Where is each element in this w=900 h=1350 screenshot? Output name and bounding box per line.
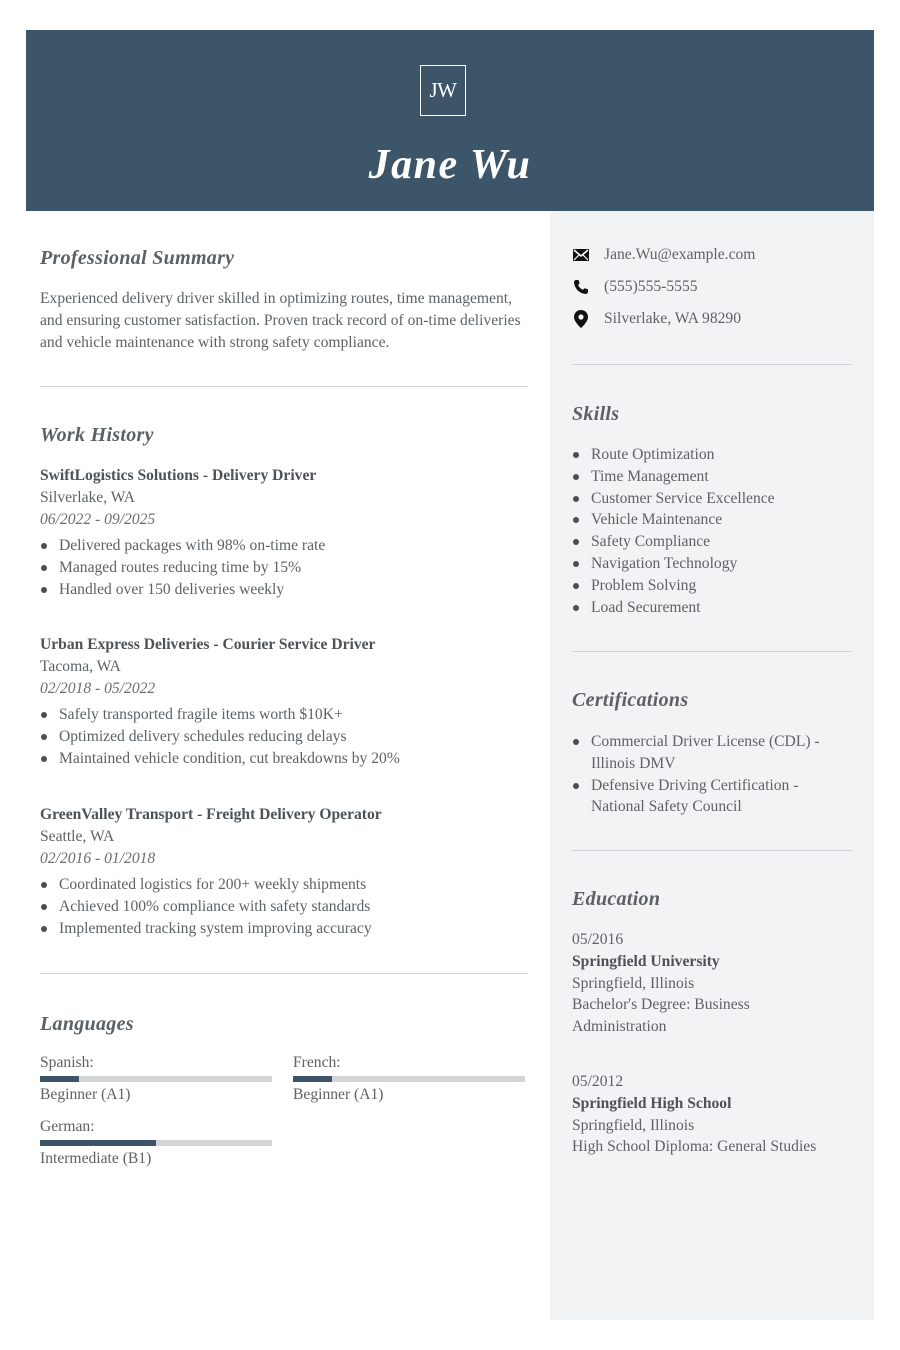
skill-item: Safety Compliance <box>572 531 842 553</box>
languages-heading: Languages <box>40 1013 134 1035</box>
skill-item: Time Management <box>572 466 842 488</box>
candidate-name: Jane Wu <box>368 142 532 188</box>
school-location: Springfield, Illinois <box>572 974 695 992</box>
job-location: Tacoma, WA <box>40 657 121 675</box>
skill-item: Load Securement <box>572 597 842 619</box>
contact-address <box>572 308 741 330</box>
education-date: 05/2012 <box>572 1073 624 1090</box>
language-name: German: <box>40 1118 95 1135</box>
contact-email <box>572 244 755 266</box>
address-text: Silverlake, WA 98290 <box>604 310 742 327</box>
school-name: Springfield University <box>572 952 720 970</box>
language-proficiency-fill <box>293 1076 332 1082</box>
section-divider <box>40 386 528 387</box>
language-proficiency-fill <box>40 1140 156 1146</box>
email-text: Jane.Wu@example.com <box>604 246 756 263</box>
job-bullet: Handled over 150 deliveries weekly <box>40 579 540 601</box>
job-bullet: Managed routes reducing time by 15% <box>40 557 540 579</box>
job-entry <box>40 634 540 770</box>
certification-item: Defensive Driving Certification - National Safety Council <box>572 775 822 819</box>
degree: Bachelor's Degree: Business Administration <box>572 996 750 1036</box>
job-dates: 02/2018 - 05/2022 <box>40 679 156 697</box>
summary-text: Experienced delivery driver skilled in optimizing routes, time management, and ensuring customer satisfaction. Proven track record of on-time deliveries and vehicle maintenance with strong safety compliance. <box>40 290 521 351</box>
language-proficiency-bar <box>40 1076 272 1082</box>
section-divider <box>40 973 528 974</box>
skill-item: Navigation Technology <box>572 553 842 575</box>
degree: High School Diploma: General Studies <box>572 1138 817 1156</box>
job-bullet: Achieved 100% compliance with safety standards <box>40 896 540 918</box>
school-location: Springfield, Illinois <box>572 1116 695 1134</box>
job-location: Seattle, WA <box>40 827 115 845</box>
phone-text: (555)555-5555 <box>604 278 698 295</box>
certification-item: Commercial Driver License (CDL) - Illinois DMV <box>572 731 822 775</box>
language-level: Beginner (A1) <box>40 1086 131 1103</box>
job-dates: 02/2016 - 01/2018 <box>40 849 156 867</box>
map-pin-icon <box>572 310 590 328</box>
job-entry <box>40 465 540 601</box>
language-entry <box>293 1052 525 1105</box>
education-entry <box>572 929 842 1038</box>
job-location: Silverlake, WA <box>40 488 135 506</box>
skills-heading: Skills <box>572 403 620 425</box>
job-bullet: Coordinated logistics for 200+ weekly shipments <box>40 874 540 896</box>
section-divider <box>572 850 852 851</box>
job-title: SwiftLogistics Solutions - Delivery Driver <box>40 467 317 484</box>
job-bullet: Safely transported fragile items worth $10K+ <box>40 704 540 726</box>
language-entry <box>40 1116 272 1169</box>
school-name: Springfield High School <box>572 1094 732 1112</box>
language-name: French: <box>293 1054 341 1071</box>
job-bullet: Delivered packages with 98% on-time rate <box>40 535 540 557</box>
resume-page <box>26 30 874 1320</box>
job-bullet: Implemented tracking system improving accuracy <box>40 918 540 940</box>
job-title: Urban Express Deliveries - Courier Service Driver <box>40 636 376 653</box>
job-bullet: Maintained vehicle condition, cut breakdowns by 20% <box>40 748 540 770</box>
education-heading: Education <box>572 888 661 910</box>
skill-item: Customer Service Excellence <box>572 488 842 510</box>
summary-heading: Professional Summary <box>40 247 235 269</box>
resume-header <box>26 30 874 211</box>
certifications-heading: Certifications <box>572 689 689 711</box>
job-entry <box>40 804 540 940</box>
job-title: GreenValley Transport - Freight Delivery Operator <box>40 806 382 823</box>
certifications-list <box>572 731 822 818</box>
job-bullets <box>40 874 540 939</box>
section-divider <box>572 364 852 365</box>
monogram-logo: JW <box>420 65 466 116</box>
language-proficiency-fill <box>40 1076 79 1082</box>
language-name: Spanish: <box>40 1054 94 1071</box>
skills-list <box>572 444 842 618</box>
section-divider <box>572 651 852 652</box>
work-history-heading: Work History <box>40 424 154 446</box>
job-bullet: Optimized delivery schedules reducing delays <box>40 726 540 748</box>
language-proficiency-bar <box>293 1076 525 1082</box>
skill-item: Vehicle Maintenance <box>572 509 842 531</box>
education-entry <box>572 1071 842 1158</box>
language-entry <box>40 1052 272 1105</box>
job-dates: 06/2022 - 09/2025 <box>40 510 156 528</box>
job-bullets <box>40 535 540 600</box>
contact-phone <box>572 276 698 298</box>
skill-item: Problem Solving <box>572 575 842 597</box>
envelope-icon <box>572 246 590 264</box>
phone-icon <box>572 278 590 296</box>
skill-item: Route Optimization <box>572 444 842 466</box>
language-proficiency-bar <box>40 1140 272 1146</box>
language-level: Intermediate (B1) <box>40 1150 152 1167</box>
education-date: 05/2016 <box>572 931 624 948</box>
job-bullets <box>40 704 540 769</box>
language-level: Beginner (A1) <box>293 1086 384 1103</box>
